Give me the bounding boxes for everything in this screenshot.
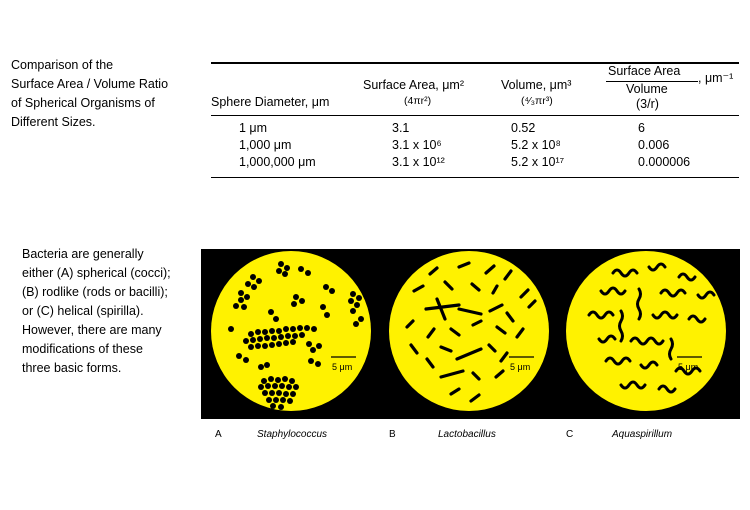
- header-diameter: Sphere Diameter, μm: [211, 95, 330, 109]
- panel-a-organism: Staphylococcus: [257, 429, 328, 440]
- coccus-cell: [280, 397, 286, 403]
- coccus-cell: [238, 290, 244, 296]
- coccus-cell: [299, 298, 305, 304]
- coccus-cell: [255, 343, 261, 349]
- coccus-cell: [316, 343, 322, 349]
- panel-c-scale-label: 5 μm: [678, 362, 699, 372]
- table-caption: [11, 56, 201, 132]
- coccus-cell: [285, 333, 291, 339]
- bacteria-caption-line: (B) rodlike (rods or bacilli);: [22, 285, 168, 299]
- coccus-cell: [262, 343, 268, 349]
- coccus-cell: [245, 281, 251, 287]
- panel-c-organism: Aquaspirillum: [612, 429, 673, 440]
- coccus-cell: [243, 357, 249, 363]
- header-volume-formula: (⁴⁄₃πr³): [521, 95, 553, 107]
- coccus-cell: [261, 378, 267, 384]
- coccus-cell: [286, 384, 292, 390]
- bacteria-caption-line: three basic forms.: [22, 361, 122, 375]
- table-bottom-rule: [211, 177, 739, 178]
- bacteria-caption: [22, 245, 200, 378]
- coccus-cell: [308, 358, 314, 364]
- coccus-cell: [262, 329, 268, 335]
- coccus-cell: [353, 321, 359, 327]
- coccus-cell: [279, 383, 285, 389]
- coccus-cell: [266, 397, 272, 403]
- coccus-cell: [244, 294, 250, 300]
- coccus-cell: [241, 304, 247, 310]
- panel-c-letter: C: [566, 429, 574, 440]
- table-caption-line: of Spherical Organisms of: [11, 96, 155, 110]
- coccus-cell: [291, 301, 297, 307]
- coccus-cell: [320, 304, 326, 310]
- coccus-cell: [298, 266, 304, 272]
- coccus-cell: [282, 271, 288, 277]
- coccus-cell: [256, 278, 262, 284]
- coccus-cell: [283, 326, 289, 332]
- row-3-ratio: 0.000006: [638, 155, 691, 169]
- coccus-cell: [269, 342, 275, 348]
- coccus-cell: [276, 341, 282, 347]
- coccus-cell: [278, 261, 284, 267]
- coccus-cell: [293, 384, 299, 390]
- coccus-cell: [329, 288, 335, 294]
- coccus-cell: [305, 270, 311, 276]
- row-3-volume: 5.2 x 10¹⁷: [511, 155, 565, 169]
- coccus-cell: [262, 390, 268, 396]
- row-2-surface-area: 3.1 x 10⁶: [392, 138, 442, 152]
- header-ratio-unit: , μm⁻¹: [698, 71, 734, 85]
- coccus-cell: [265, 383, 271, 389]
- panel-b-scale-label: 5 μm: [510, 362, 531, 372]
- coccus-cell: [311, 326, 317, 332]
- row-1-surface-area: 3.1: [392, 121, 410, 135]
- coccus-cell: [264, 335, 270, 341]
- table-caption-line: Surface Area / Volume Ratio: [11, 77, 169, 91]
- bacteria-caption-line: However, there are many: [22, 323, 162, 337]
- coccus-cell: [248, 344, 254, 350]
- coccus-cell: [348, 298, 354, 304]
- coccus-cell: [315, 361, 321, 367]
- coccus-cell: [269, 390, 275, 396]
- coccus-cell: [273, 397, 279, 403]
- coccus-cell: [276, 390, 282, 396]
- panel-a-letter: A: [215, 429, 222, 440]
- coccus-cell: [264, 362, 270, 368]
- coccus-cell: [350, 291, 356, 297]
- header-surface-area-formula: (4πr²): [404, 95, 432, 107]
- coccus-cell: [233, 303, 239, 309]
- panel-a-scale-label: 5 μm: [332, 362, 353, 372]
- bacteria-caption-line: or (C) helical (spirilla).: [22, 304, 144, 318]
- coccus-cell: [289, 378, 295, 384]
- coccus-cell: [290, 326, 296, 332]
- row-2-ratio: 0.006: [638, 138, 670, 152]
- panel-b-letter: B: [389, 429, 396, 440]
- row-3-surface-area: 3.1 x 10¹²: [392, 155, 445, 169]
- coccus-cell: [258, 384, 264, 390]
- coccus-cell: [306, 341, 312, 347]
- panel-b-field: [389, 251, 549, 411]
- row-1-diameter: 1 μm: [239, 121, 268, 135]
- coccus-cell: [278, 334, 284, 340]
- coccus-cell: [324, 312, 330, 318]
- micrograph-panel: [201, 249, 740, 419]
- coccus-cell: [268, 376, 274, 382]
- coccus-cell: [273, 316, 279, 322]
- bacteria-caption-line: either (A) spherical (cocci);: [22, 266, 171, 280]
- header-surface-area: Surface Area, μm²: [363, 78, 464, 92]
- row-2-volume: 5.2 x 10⁸: [511, 138, 561, 152]
- header-ratio-formula: (3/r): [636, 97, 659, 111]
- coccus-cell: [287, 398, 293, 404]
- coccus-cell: [350, 308, 356, 314]
- panel-c-field: [566, 251, 726, 411]
- coccus-cell: [275, 377, 281, 383]
- coccus-cell: [271, 335, 277, 341]
- coccus-cell: [290, 391, 296, 397]
- coccus-cell: [297, 325, 303, 331]
- coccus-cell: [228, 326, 234, 332]
- bacteria-caption-line: Bacteria are generally: [22, 247, 144, 261]
- coccus-cell: [268, 309, 274, 315]
- coccus-cell: [243, 338, 249, 344]
- header-ratio-denominator: Volume: [626, 82, 668, 96]
- panel-c-circle: [566, 251, 726, 411]
- coccus-cell: [276, 268, 282, 274]
- header-volume: Volume, μm³: [501, 78, 572, 92]
- coccus-cell: [258, 364, 264, 370]
- row-1-ratio: 6: [638, 121, 645, 135]
- row-3-diameter: 1,000,000 μm: [239, 155, 316, 169]
- coccus-cell: [354, 302, 360, 308]
- coccus-cell: [282, 376, 288, 382]
- panel-b-circle: [389, 251, 549, 411]
- coccus-cell: [257, 336, 263, 342]
- row-1-volume: 0.52: [511, 121, 536, 135]
- panel-a-field: [211, 251, 371, 411]
- coccus-cell: [293, 294, 299, 300]
- header-ratio-numerator: Surface Area: [608, 64, 681, 78]
- table-caption-line: Different Sizes.: [11, 115, 96, 129]
- coccus-cell: [292, 333, 298, 339]
- row-2-diameter: 1,000 μm: [239, 138, 292, 152]
- coccus-cell: [283, 391, 289, 397]
- coccus-cell: [236, 353, 242, 359]
- coccus-cell: [278, 404, 284, 410]
- panel-b-organism: Lactobacillus: [438, 429, 496, 440]
- coccus-cell: [299, 332, 305, 338]
- table-header-rule: [211, 115, 739, 116]
- coccus-cell: [290, 339, 296, 345]
- coccus-cell: [304, 325, 310, 331]
- coccus-cell: [310, 347, 316, 353]
- coccus-cell: [284, 265, 290, 271]
- coccus-cell: [283, 340, 289, 346]
- coccus-cell: [251, 284, 257, 290]
- coccus-cell: [250, 337, 256, 343]
- coccus-cell: [323, 284, 329, 290]
- coccus-cell: [250, 274, 256, 280]
- coccus-cell: [238, 297, 244, 303]
- coccus-cell: [269, 328, 275, 334]
- coccus-cell: [248, 331, 254, 337]
- coccus-cell: [356, 295, 362, 301]
- coccus-cell: [270, 403, 276, 409]
- coccus-cell: [255, 329, 261, 335]
- table-caption-line: Comparison of the: [11, 58, 114, 72]
- coccus-cell: [272, 383, 278, 389]
- coccus-cell: [276, 328, 282, 334]
- coccus-cell: [358, 316, 364, 322]
- bacteria-caption-line: modifications of these: [22, 342, 143, 356]
